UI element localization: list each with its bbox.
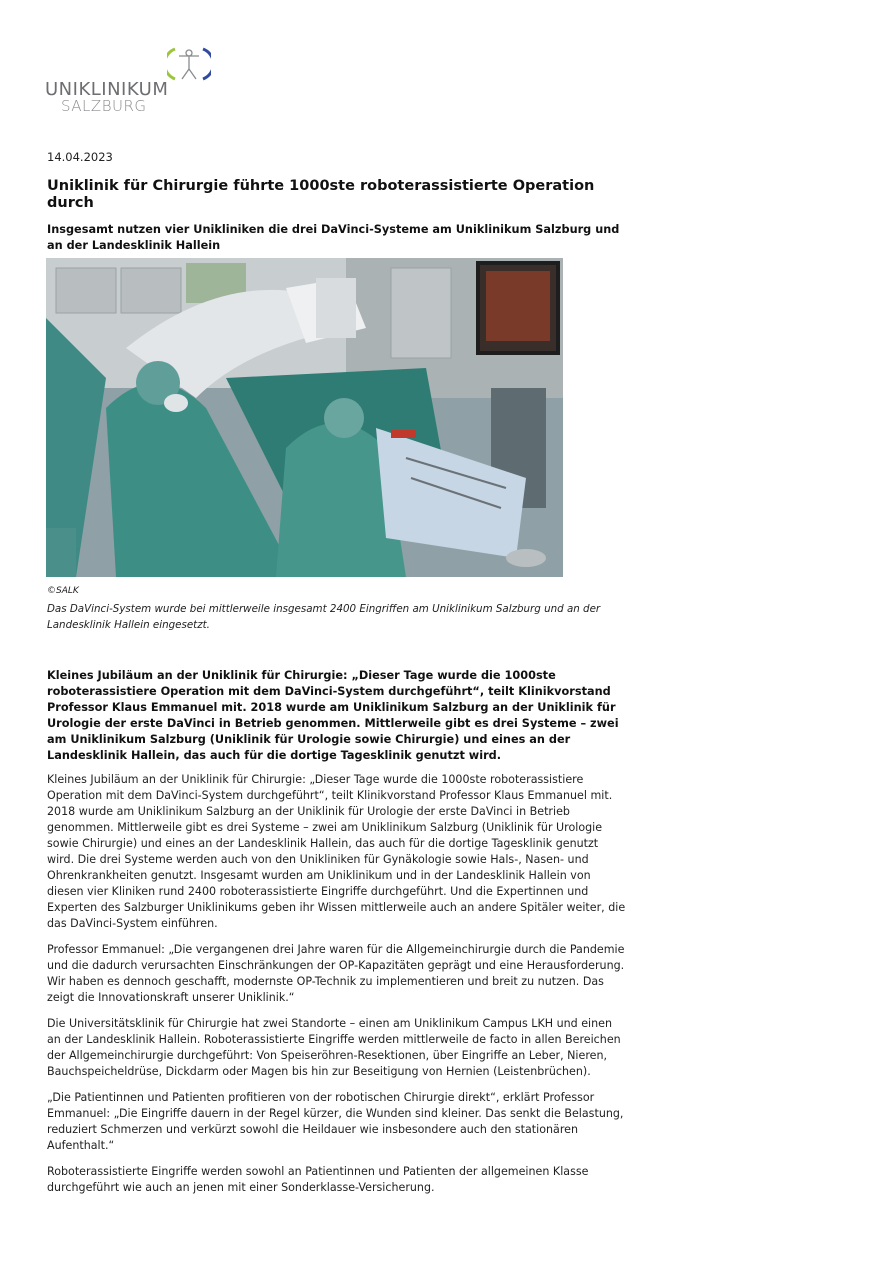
- uniklinikum-logo[interactable]: [45, 45, 215, 115]
- body-paragraph: Roboterassistierte Eingriffe werden sowohl an Patientinnen und Patienten der allgemeinen Klasse durchgeführt wie auch an jenen mit einer Sonderklasse-Versicherung.: [47, 1165, 589, 1194]
- body-paragraph: Kleines Jubiläum an der Uniklinik für Chirurgie: „Dieser Tage wurde die 1000ste roboterassistiere Operation mit dem DaVinci-System durchgeführt“, teilt Klinikvorstand Professor Klaus Emmanuel mit. 2018 wurde am Uniklinikum Salzburg an der Uniklinik für Urologie der erste DaVinci in Betrieb genommen. Mittlerweile gibt es drei Systeme – zwei am Uniklinikum Salzburg (Uniklinik für Urologie sowie Chirurgie) und eines an der Landesklinik Hallein, das auch für die dortige Tagesklinik genutzt wird. Die drei Systeme werden auch von den Unikliniken für Gynäkologie sowie Hals-, Nasen- und Ohrenkrankheiten genutzt. Insgesamt wurden am Uniklinikum und in der Landesklinik Hallein von diesen vier Kliniken rund 2400 roboterassistierte Eingriffe durchgeführt. Und die Expertinnen und Experten des Salzburger Uniklinikums geben ihr Wissen mittlerweile auch an andere Spitäler weiter, die das DaVinci-System einführen.: [47, 773, 626, 930]
- article-subtitle: Insgesamt nutzen vier Unikliniken die drei DaVinci-Systeme am Uniklinikum Salzburg und an der Landesklinik Hallein: [47, 223, 620, 252]
- surgery-scene-image: [46, 258, 563, 577]
- vitruvian-figure-icon: [167, 45, 211, 83]
- body-paragraph: „Die Patientinnen und Patienten profitieren von der robotischen Chirurgie direkt“, erklärt Professor Emmanuel: „Die Eingriffe dauern in der Regel kürzer, die Wunden sind kleiner. Das senkt die Belastung, reduziert Schmerzen und verkürzt sowohl die Heildauer wie insbesondere auch den stationären Aufenthalt.“: [47, 1091, 624, 1152]
- image-credit: ©SALK: [47, 586, 79, 596]
- article-title: Uniklinik für Chirurgie führte 1000ste roboterassistierte Operation durch: [47, 178, 595, 211]
- article-body: [47, 772, 627, 1206]
- body-paragraph: Die Universitätsklinik für Chirurgie hat zwei Standorte – einen am Uniklinikum Campus LKH und einen an der Landesklinik Hallein. Roboterassistierte Eingriffe werden mittlerweile de facto in allen Bereichen der Allgemeinchirurgie durchgeführt: Von Speiseröhren-Resektionen, über Eingriffe an Leber, Nieren, Bauchspeicheldrüse, Dickdarm oder Magen bis hin zur Beseitigung von Hernien (Leistenbrüchen).: [47, 1017, 621, 1078]
- article-lead: Kleines Jubiläum an der Uniklinik für Chirurgie: „Dieser Tage wurde die 1000ste roboterassistiere Operation mit dem DaVinci-System durchgeführt“, teilt Klinikvorstand Professor Klaus Emmanuel mit. 2018 wurde am Uniklinikum Salzburg an der Uniklinik für Urologie der erste DaVinci in Betrieb genommen. Mittlerweile gibt es drei Systeme – zwei am Uniklinikum Salzburg (Uniklinik für Urologie sowie Chirurgie) und eines an der Landesklinik Hallein, das auch für die dortige Tagesklinik genutzt wird.: [47, 669, 619, 762]
- article-date: 14.04.2023: [47, 150, 113, 164]
- article-photo: [46, 258, 563, 577]
- image-caption: Das DaVinci-System wurde bei mittlerweile insgesamt 2400 Eingriffen am Uniklinikum Salzburg und an der Landesklinik Hallein eingesetzt.: [47, 603, 601, 631]
- body-paragraph: Professor Emmanuel: „Die vergangenen drei Jahre waren für die Allgemeinchirurgie durch die Pandemie und die dadurch verursachten Einschränkungen der OP-Kapazitäten geprägt und eine Herausforderung. Wir haben es dennoch geschafft, modernste OP-Technik zu implementieren und breit zu nutzen. Das zeigt die Innovationskraft unserer Uniklinik.“: [47, 943, 625, 1004]
- logo-location: SALZBURG: [61, 97, 147, 115]
- logo-wordmark: UNIKLINIKUM: [45, 79, 169, 100]
